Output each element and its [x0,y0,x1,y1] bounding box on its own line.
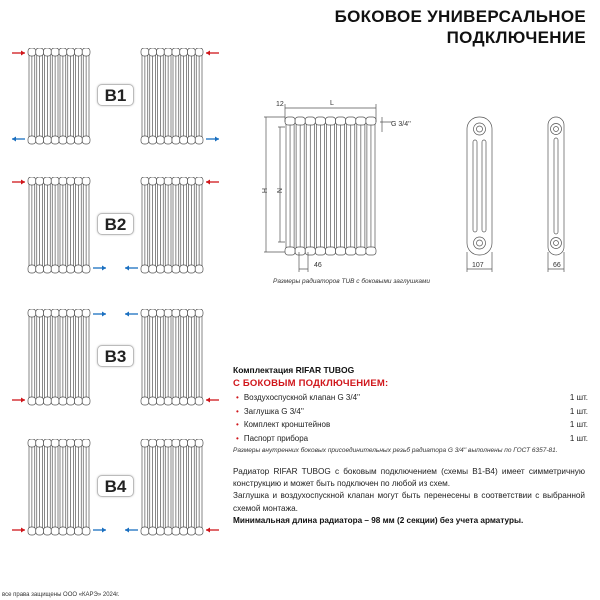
scheme-label: B1 [97,84,134,106]
radiator [28,439,90,535]
dim-depth-107: 107 [472,262,484,269]
scheme-label: B3 [97,345,134,367]
radiator [285,117,376,255]
dim-length: L [330,100,334,107]
dim-offset: 12 [276,101,284,108]
copyright: все права защищены ООО «КАРЭ» 2024г. [2,592,120,598]
radiator [141,48,203,144]
return-arrow-icon [93,528,106,533]
return-arrow-icon [125,528,138,533]
scheme-label: B4 [97,475,134,497]
scheme-b4 [0,439,240,539]
radiator [28,177,90,273]
return-arrow-icon [12,137,25,142]
dimension-drawing [250,92,600,277]
dim-depth-66: 66 [553,262,561,269]
scheme-b3 [0,309,240,409]
radiator [28,309,90,405]
supply-arrow-icon [12,180,25,185]
scheme-b1 [0,48,240,148]
return-arrow-icon [93,266,106,271]
dim-height: H [260,188,267,194]
kit-list [233,391,588,445]
dim-axis: N [275,188,282,194]
radiator [141,309,203,405]
side-view-3col [467,117,492,255]
radiator [141,177,203,273]
supply-arrow-icon [12,528,25,533]
kit-title: Комплектация RIFAR TUBOG [233,365,355,375]
thread-note: Размеры внутренних боковых присоединительных резьб радиатора G 3/4'' выполнены по ГОСТ 6357-81. [233,447,558,454]
page-title: БОКОВОЕ УНИВЕРСАЛЬНОЕ ПОДКЛЮЧЕНИЕ [334,7,586,47]
supply-arrow-icon [206,180,219,185]
return-arrow-icon [206,137,219,142]
description: Радиатор RIFAR TUBOG с боковым подключением (схемы B1-B4) имеет симметричную конструкцию и может быть подключен по любой из схем. Заглушка и воздухоспускной клапан могут быть перенесены в соответствии с выбранной схемой монтажа. Минимальная длина радиатора – 98 мм (2 секции) без учета арматуры. [233,467,585,525]
return-arrow-icon [93,312,106,317]
supply-arrow-icon [206,398,219,403]
supply-arrow-icon [206,51,219,56]
radiator [141,439,203,535]
list-item: • Комплект кронштейнов 1 шт. [236,420,588,429]
supply-arrow-icon [12,51,25,56]
radiator [28,48,90,144]
return-arrow-icon [125,266,138,271]
list-item: • Паспорт прибора 1 шт. [236,433,588,443]
dim-pitch: 46 [314,262,322,269]
return-arrow-icon [125,312,138,317]
kit-section [233,365,588,454]
kit-subtitle: С БОКОВЫМ ПОДКЛЮЧЕНИЕМ: [233,378,389,389]
supply-arrow-icon [206,528,219,533]
list-item: • Воздухоспускной клапан G 3/4'' 1 шт. [236,393,588,402]
dim-thread: G 3/4'' [391,121,411,128]
dimension-caption: Размеры радиаторов TUB с боковыми заглушками [273,278,431,285]
scheme-label: B2 [97,213,134,235]
list-item: • Заглушка G 3/4'' 1 шт. [236,406,588,416]
supply-arrow-icon [12,398,25,403]
scheme-b2 [0,177,240,277]
